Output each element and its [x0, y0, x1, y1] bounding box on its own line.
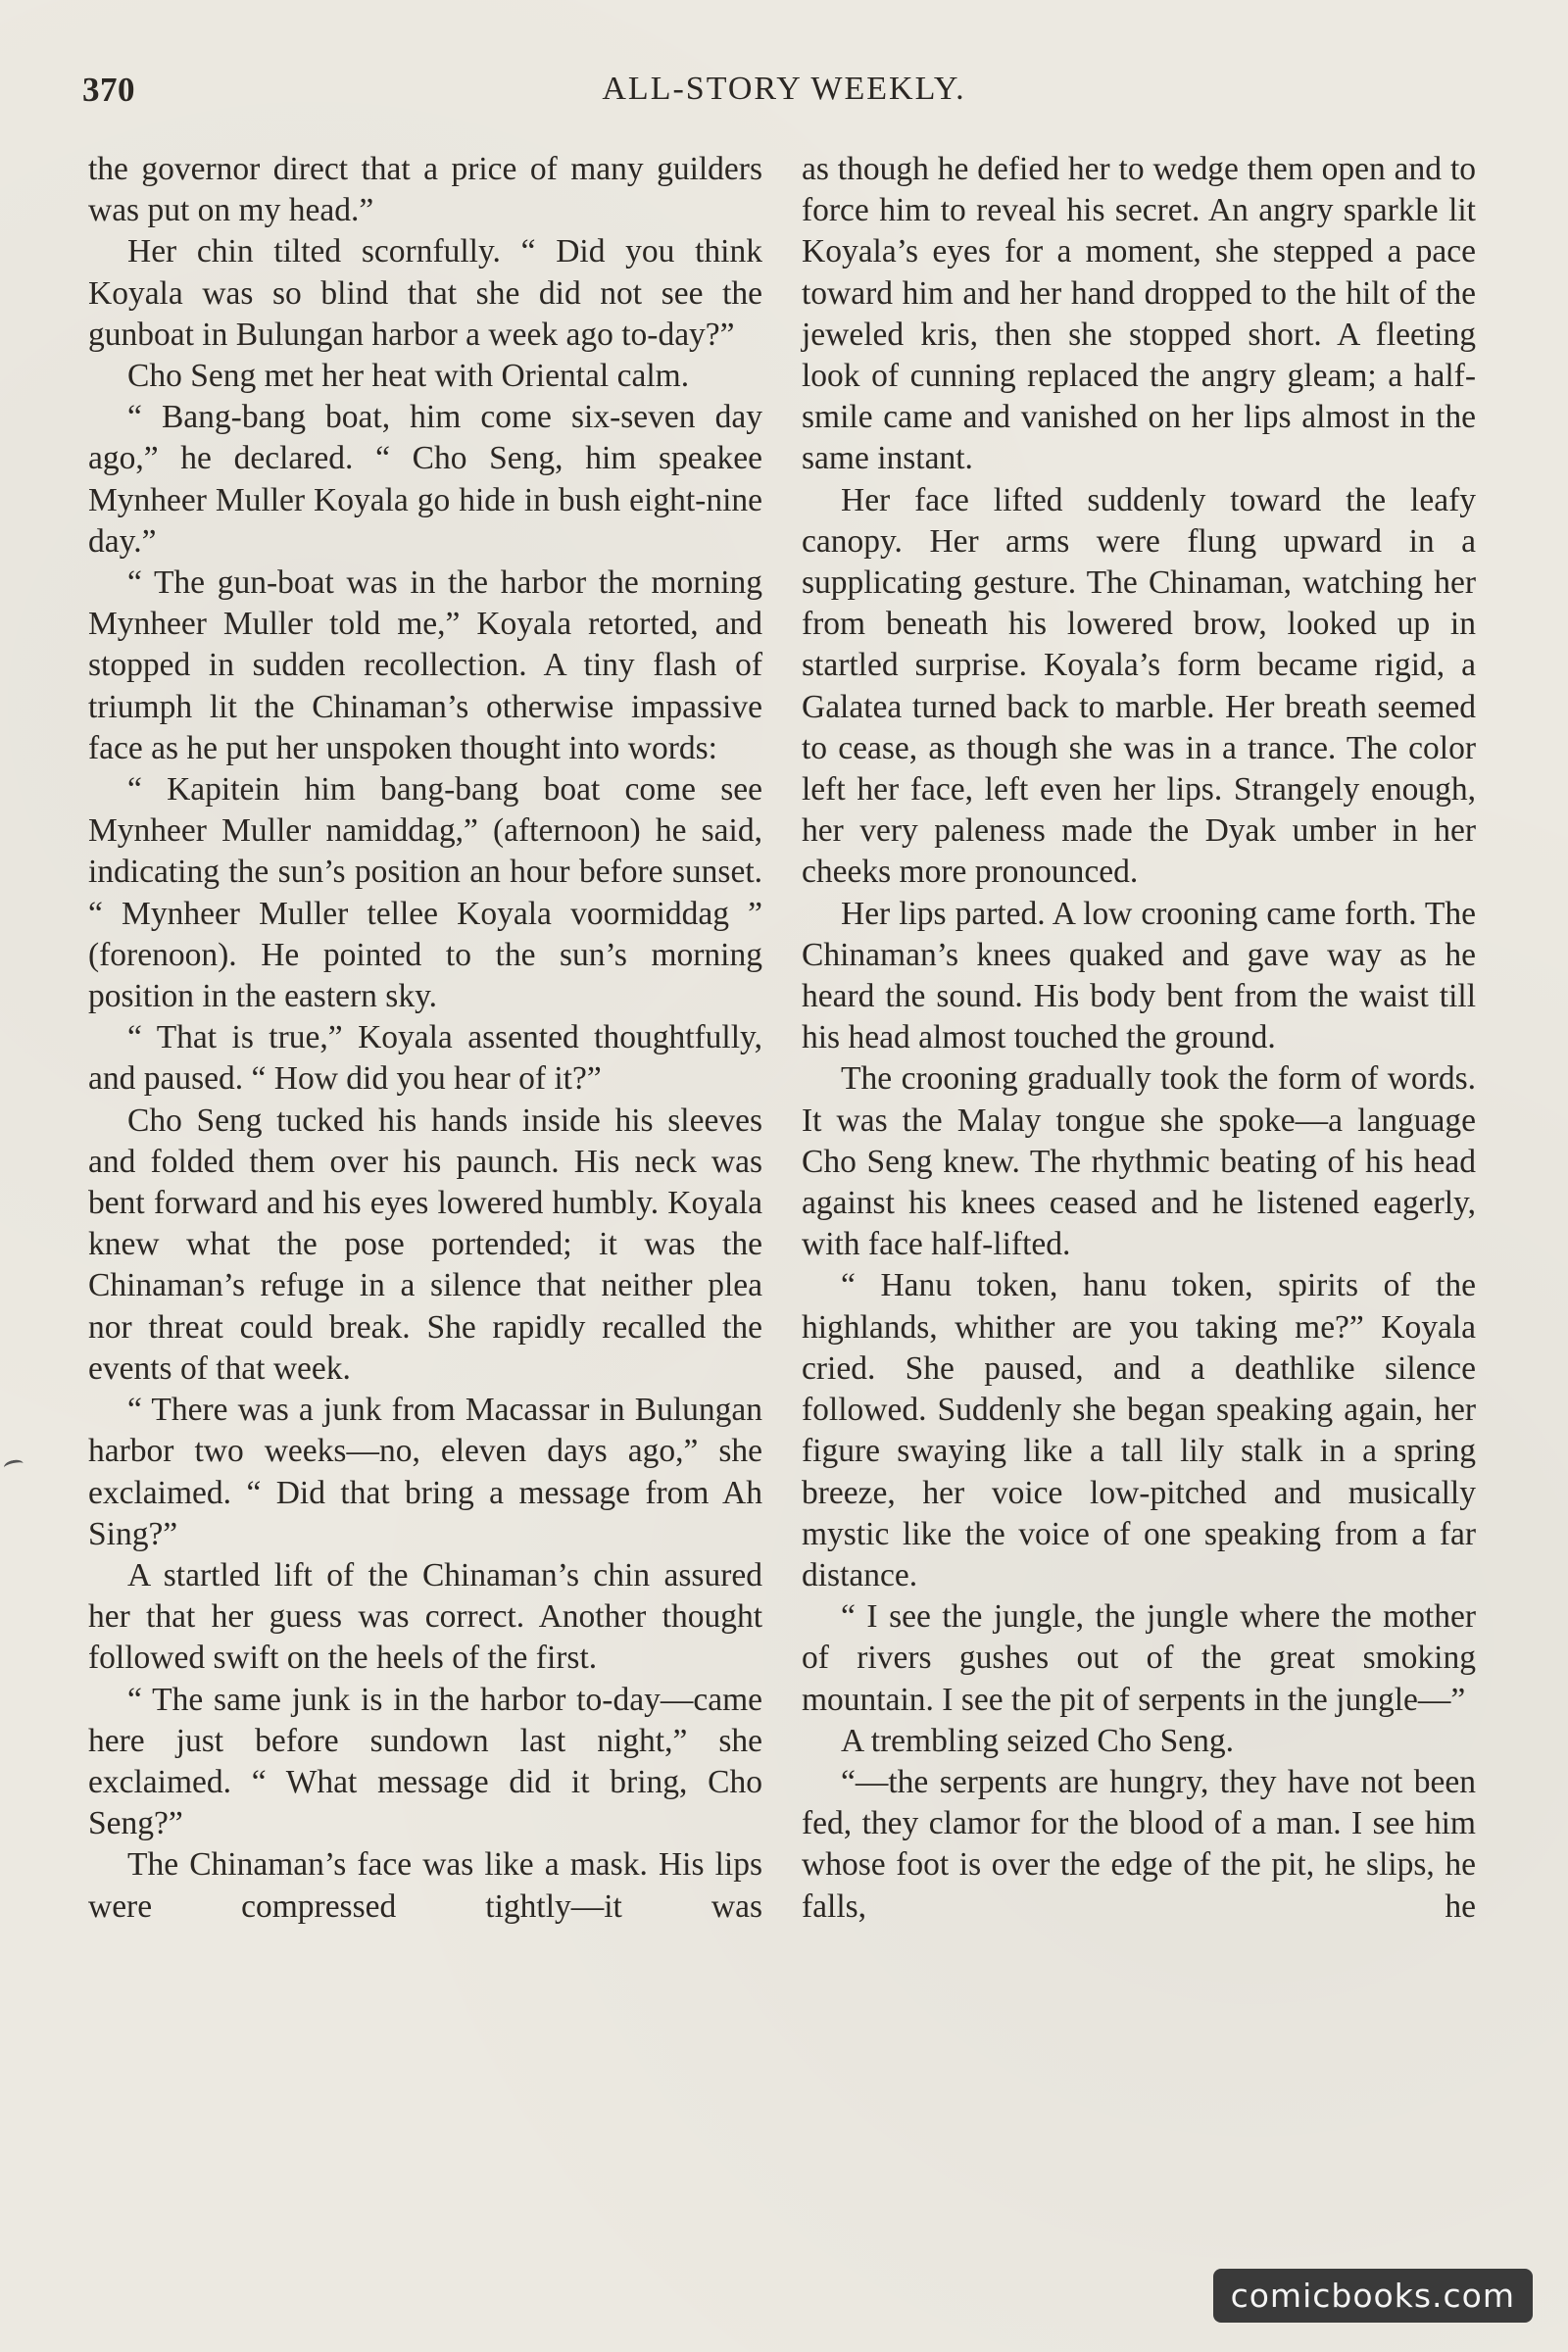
watermark-badge: comicbooks.com: [1213, 2269, 1533, 2323]
paragraph: as though he defied her to wedge them open and to force him to reveal his secret. An angry sparkle lit Koyala’s eyes for a moment, she stepped a pace toward him and her hand dropped to the hilt of the jeweled kris, then she stopped short. A fleeting look of cunning replaced the angry gleam; a half-smile came and vanished on her lips almost in the same instant.: [802, 151, 1476, 477]
paragraph: “ Bang-bang boat, him come six-seven day ago,” he declared. “ Cho Seng, him speakee Mynheer Muller Koyala go hide in bush eight-nine day.”: [88, 399, 762, 560]
page-number: 370: [82, 71, 135, 109]
paragraph: “ There was a junk from Macassar in Bulungan harbor two weeks—no, eleven days ago,” she exclaimed. “ Did that bring a message from Ah Sing?”: [88, 1392, 762, 1552]
right-text-column: [802, 149, 1476, 1928]
paragraph: “ That is true,” Koyala assented thoughtfully, and paused. “ How did you hear of it?”: [88, 1019, 762, 1098]
paragraph: The crooning gradually took the form of words. It was the Malay tongue she spoke—a language Cho Seng knew. The rhythmic beating of his head against his knees ceased and he listened eagerly, with face half-lifted.: [802, 1060, 1476, 1263]
paragraph: A startled lift of the Chinaman’s chin assured her that her guess was correct. Another thought followed swift on the heels of the first.: [88, 1556, 762, 1677]
left-text-column: [88, 149, 762, 1928]
paragraph: “ The same junk is in the harbor to-day—came here just before sundown last night,” she exclaimed. “ What message did it bring, Cho Seng?”: [88, 1681, 762, 1842]
paragraph: “ The gun-boat was in the harbor the morning Mynheer Muller told me,” Koyala retorted, and stopped in sudden recollection. A tiny flash of triumph lit the Chinaman’s otherwise impassive face as he put her unspoken thought into words:: [88, 564, 762, 766]
paragraph: “ Kapitein him bang-bang boat come see Mynheer Muller namiddag,” (afternoon) he said, indicating the sun’s position an hour before sunset. “ Mynheer Muller tellee Koyala voormiddag ” (forenoon). He pointed to the sun’s morning position in the eastern sky.: [88, 771, 762, 1015]
paragraph: Cho Seng tucked his hands inside his sleeves and folded them over his paunch. His neck was bent forward and his eyes lowered humbly. Koyala knew what the pose portended; it was the Chinaman’s refuge in a silence that neither plea nor threat could break. She rapidly recalled the events of that week.: [88, 1102, 762, 1387]
paragraph: Her face lifted suddenly toward the leafy canopy. Her arms were flung upward in a supplicating gesture. The Chinaman, watching her from beneath his lowered brow, looked up in startled surprise. Koyala’s form became rigid, a Galatea turned back to marble. Her breath seemed to cease, as though she was in a trance. The color left her face, left even her lips. Strangely enough, her very paleness made the Dyak umber in her cheeks more pronounced.: [802, 481, 1476, 891]
paragraph: Her chin tilted scornfully. “ Did you think Koyala was so blind that she did not see the gunboat in Bulungan harbor a week ago to-day?”: [88, 233, 762, 353]
paragraph: “ Hanu token, hanu token, spirits of the highlands, whither are you taking me?” Koyala cried. She paused, and a deathlike silence followed. Suddenly she began speaking again, her figure swaying like a tall lily stalk in a spring breeze, her voice low-pitched and musically mystic like the voice of one speaking from a far distance.: [802, 1267, 1476, 1593]
paragraph: Cho Seng met her heat with Oriental calm.: [127, 358, 690, 395]
paragraph: the governor direct that a price of many guilders was put on my head.”: [88, 151, 762, 229]
paragraph: Her lips parted. A low crooning came forth. The Chinaman’s knees quaked and gave way as he heard the sound. His body bent from the waist till his head almost touched the ground.: [802, 895, 1476, 1056]
paragraph: A trembling seized Cho Seng.: [841, 1722, 1235, 1759]
paragraph: The Chinaman’s face was like a mask. His lips were compressed tightly—it was: [88, 1846, 762, 1925]
magazine-title: ALL-STORY WEEKLY.: [602, 71, 966, 107]
margin-mark: [3, 1458, 24, 1473]
paragraph: “—the serpents are hungry, they have not been fed, they clamor for the blood of a man. I see him whose foot is over the edge of the pit, he slips, he falls, he: [802, 1763, 1476, 1925]
paragraph: “ I see the jungle, the jungle where the mother of rivers gushes out of the great smoking mountain. I see the pit of serpents in the jungle—”: [802, 1598, 1476, 1718]
running-head: [82, 71, 1486, 120]
